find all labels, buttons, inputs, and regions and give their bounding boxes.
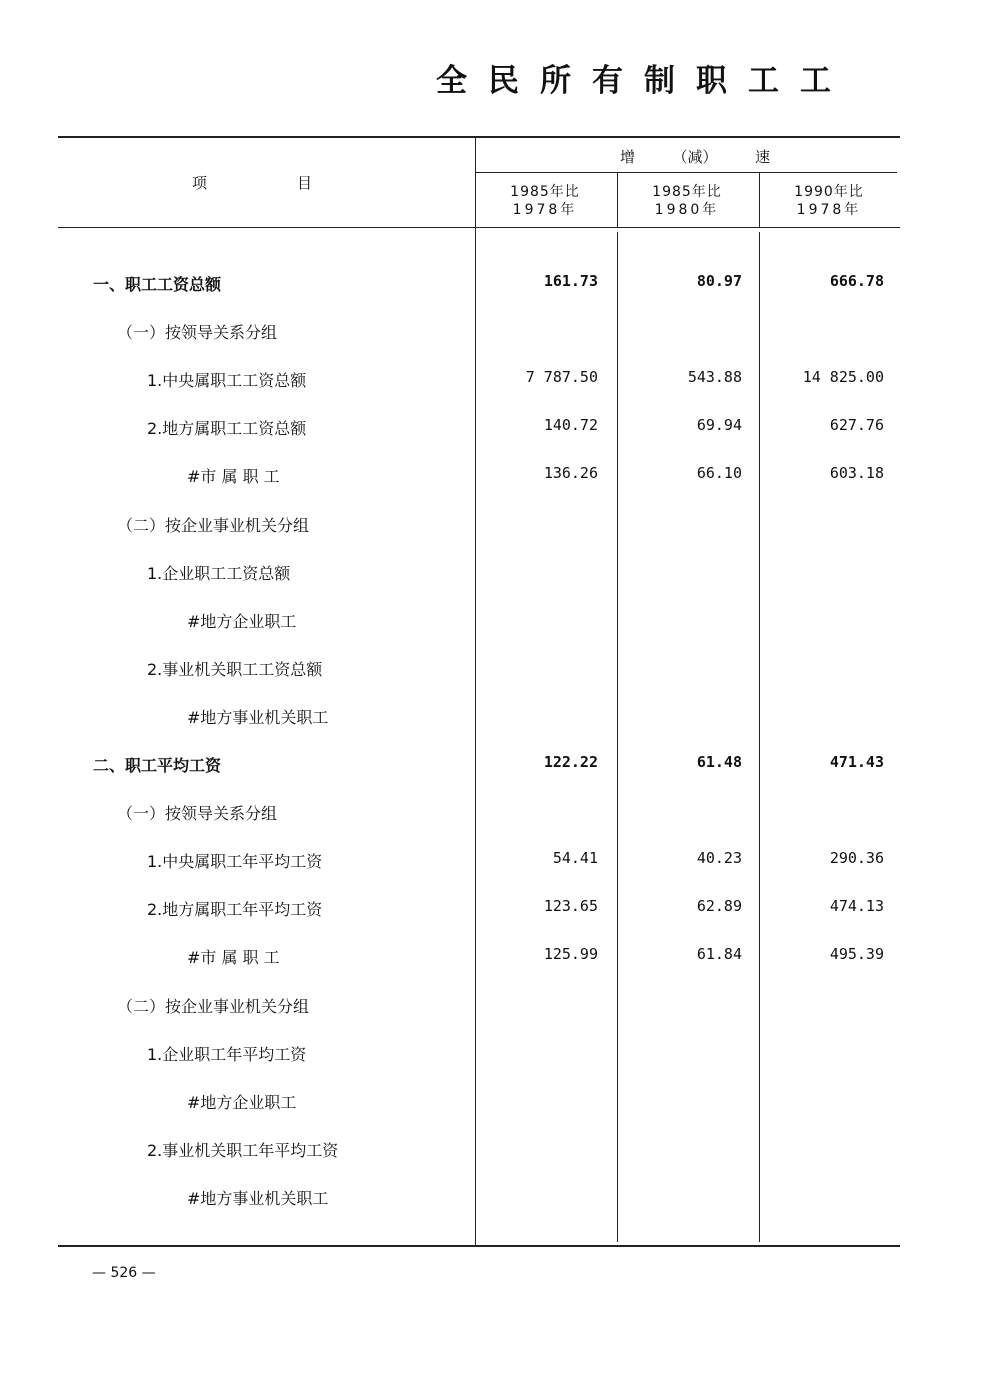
column-divider [475,138,476,1245]
row-label: #市 属 职 工 [187,948,280,967]
row-label: （一）按领导关系分组 [117,804,278,823]
table-row [0,849,1000,879]
row-value-3: 471.43 [829,753,884,771]
row-value-2: 69.94 [696,416,742,434]
column-header-line2: 1978年 [796,202,862,218]
row-label: 二、职工平均工资 [93,756,222,775]
row-label: （一）按领导关系分组 [117,323,278,342]
row-value-2: 543.88 [687,368,742,386]
table-row [0,464,1000,494]
column-header-3 [764,183,894,219]
row-value-2: 62.89 [696,897,742,915]
row-label: 1.中央属职工年平均工资 [147,852,323,871]
row-value-1: 122.22 [543,753,598,771]
row-label: 1.企业职工年平均工资 [147,1045,307,1064]
table-top-rule [58,136,900,138]
row-value-3: 474.13 [829,897,884,915]
row-value-1: 125.99 [543,945,598,963]
row-value-1: 161.73 [543,272,598,290]
column-header-2 [622,183,752,219]
table-row [0,1090,1000,1120]
row-label: #地方企业职工 [187,612,297,631]
column-divider [759,172,760,227]
table-row [0,609,1000,639]
column-header-line1: 1985年比 [652,184,722,200]
column-divider [617,172,618,227]
row-label: 2.地方属职工年平均工资 [147,900,323,919]
item-column-header: 项 目 [192,174,313,192]
column-header-line1: 1985年比 [510,184,580,200]
table-row [0,320,1000,350]
subheader-rule [475,172,897,173]
column-header-line2: 1978年 [512,202,578,218]
row-label: 2.事业机关职工工资总额 [147,660,323,679]
row-value-3: 495.39 [829,945,884,963]
row-label: 1.企业职工工资总额 [147,564,291,583]
row-value-1: 136.26 [543,464,598,482]
table-row [0,1186,1000,1216]
table-row [0,945,1000,975]
row-label: #地方事业机关职工 [187,1189,329,1208]
table-row [0,1138,1000,1168]
row-value-1: 140.72 [543,416,598,434]
row-value-2: 40.23 [696,849,742,867]
row-label: 2.事业机关职工年平均工资 [147,1141,339,1160]
row-label: 一、职工工资总额 [93,275,222,294]
row-value-3: 666.78 [829,272,884,290]
row-value-3: 603.18 [829,464,884,482]
row-value-1: 123.65 [543,897,598,915]
row-value-1: 54.41 [552,849,598,867]
table-row [0,1042,1000,1072]
row-value-1: 7 787.50 [525,368,598,386]
table-row [0,416,1000,446]
column-header-line2: 1980年 [654,202,720,218]
table-row [0,513,1000,543]
table-row [0,753,1000,783]
row-label: #市 属 职 工 [187,467,280,486]
header-bottom-rule [58,227,900,228]
page-number: — 526 — [92,1265,156,1281]
table-row [0,272,1000,302]
row-label: （二）按企业事业机关分组 [117,516,310,535]
table-row [0,657,1000,687]
page-title: 全民所有制职工工 [436,63,852,99]
table-row [0,897,1000,927]
row-label: #地方企业职工 [187,1093,297,1112]
column-header-line1: 1990年比 [794,184,864,200]
row-value-2: 80.97 [696,272,742,290]
table-row [0,561,1000,591]
row-value-2: 66.10 [696,464,742,482]
row-value-3: 14 825.00 [802,368,884,386]
growth-group-header: 增 （减） 速 [620,148,771,166]
column-header-1 [480,183,610,219]
row-value-2: 61.48 [696,753,742,771]
row-label: 2.地方属职工工资总额 [147,419,307,438]
row-label: #地方事业机关职工 [187,708,329,727]
table-row [0,801,1000,831]
table-bottom-rule [58,1245,900,1247]
table-row [0,705,1000,735]
row-label: 1.中央属职工工资总额 [147,371,307,390]
table-row [0,994,1000,1024]
row-value-2: 61.84 [696,945,742,963]
row-value-3: 290.36 [829,849,884,867]
row-value-3: 627.76 [829,416,884,434]
row-label: （二）按企业事业机关分组 [117,997,310,1016]
table-row [0,368,1000,398]
